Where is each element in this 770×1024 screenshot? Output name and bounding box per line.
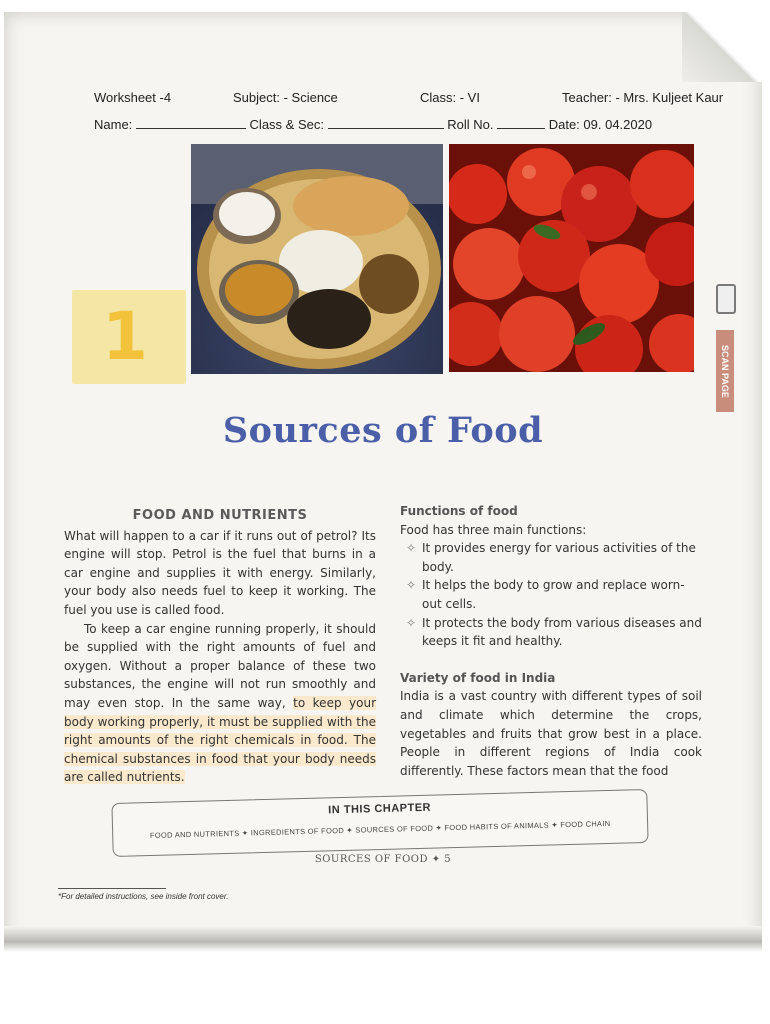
list-item: ✧ It protects the body from various diseases and keeps it fit and healthy. bbox=[406, 615, 702, 649]
in-this-chapter-title: IN THIS CHAPTER bbox=[328, 801, 432, 817]
nutrients-paragraph-1: What will happen to a car if it runs out of petrol? Its engine will stop. Petrol is the fuel that burns in a car engine and supplies it with energy. Similarly, your body also needs fuel to keep it working. The fuel you use is called food. bbox=[64, 528, 376, 617]
thali-food-photo bbox=[191, 144, 443, 374]
apples-photo bbox=[449, 144, 694, 372]
date-label: Date: 09. 04.2020 bbox=[548, 117, 653, 132]
roll-label: Roll No. bbox=[447, 117, 494, 132]
class-label: Class: - VI bbox=[420, 90, 480, 105]
footnote-divider bbox=[58, 888, 166, 889]
functions-list bbox=[400, 539, 702, 651]
nutrients-paragraph-2 bbox=[64, 620, 376, 787]
page-fold-corner bbox=[682, 12, 762, 82]
in-this-chapter-box bbox=[111, 789, 648, 857]
variety-paragraph: India is a vast country with different types of soil and climate which determine the crops, vegetables and fruits that grow best in a place. People in different regions of India cook differently. These factors mean that the food bbox=[400, 689, 702, 778]
page-bottom-curl bbox=[4, 926, 762, 952]
nutrients-paragraph-2-start: To keep a car engine running properly, it should be supplied with the right amounts of fuel and oxygen. Without a proper balance of these two substances, the engine will not run smoothly and may even stop. In the same way, bbox=[64, 621, 376, 710]
tab-marker-icon bbox=[716, 284, 736, 314]
name-field-row bbox=[94, 117, 652, 132]
list-item: ✧ It provides energy for various activities of the body. bbox=[406, 541, 696, 574]
worksheet-label: Worksheet -4 bbox=[94, 90, 172, 105]
variety-heading: Variety of food in India bbox=[400, 670, 556, 685]
functions-section bbox=[400, 502, 702, 780]
scan-page-tab: SCAN PAGE bbox=[716, 330, 734, 412]
scanned-page bbox=[4, 12, 762, 952]
list-item: ✧ It helps the body to grow and replace worn-out cells. bbox=[406, 578, 685, 611]
food-and-nutrients-section bbox=[64, 507, 376, 787]
chapter-number: 1 bbox=[102, 298, 148, 375]
class-sec-blank bbox=[328, 117, 444, 129]
page-footer: SOURCES OF FOOD ✦ 5 bbox=[314, 854, 452, 865]
teacher-label: Teacher: - Mrs. Kuljeet Kaur bbox=[562, 90, 724, 105]
subject-label: Subject: - Science bbox=[233, 90, 338, 105]
class-sec-label: Class & Sec: bbox=[249, 117, 324, 132]
diamond-bullet-icon: ✧ bbox=[406, 578, 417, 593]
roll-blank bbox=[497, 117, 545, 129]
diamond-bullet-icon: ✧ bbox=[406, 615, 417, 630]
nutrients-paragraph-2-highlight: to keep your body working properly, it must be supplied with the right amounts of the right chemicals in food. The chemical substances in food that your body needs are called nutrients. bbox=[64, 695, 376, 785]
functions-heading: Functions of food bbox=[400, 504, 518, 518]
diamond-bullet-icon: ✧ bbox=[406, 541, 417, 556]
footnote: *For detailed instructions, see inside front cover. bbox=[58, 892, 229, 901]
food-and-nutrients-heading: FOOD AND NUTRIENTS bbox=[132, 508, 308, 523]
chapter-topics: FOOD AND NUTRIENTS ✦ INGREDIENTS OF FOOD ✦ SOURCES OF FOOD ✦ FOOD HABITS OF ANIMALS ✦ FOOD CHAIN bbox=[149, 818, 611, 841]
name-label: Name: bbox=[94, 117, 133, 132]
chapter-title: Sources of Food bbox=[222, 410, 544, 451]
name-blank bbox=[136, 117, 246, 129]
functions-intro: Food has three main functions: bbox=[400, 522, 587, 537]
